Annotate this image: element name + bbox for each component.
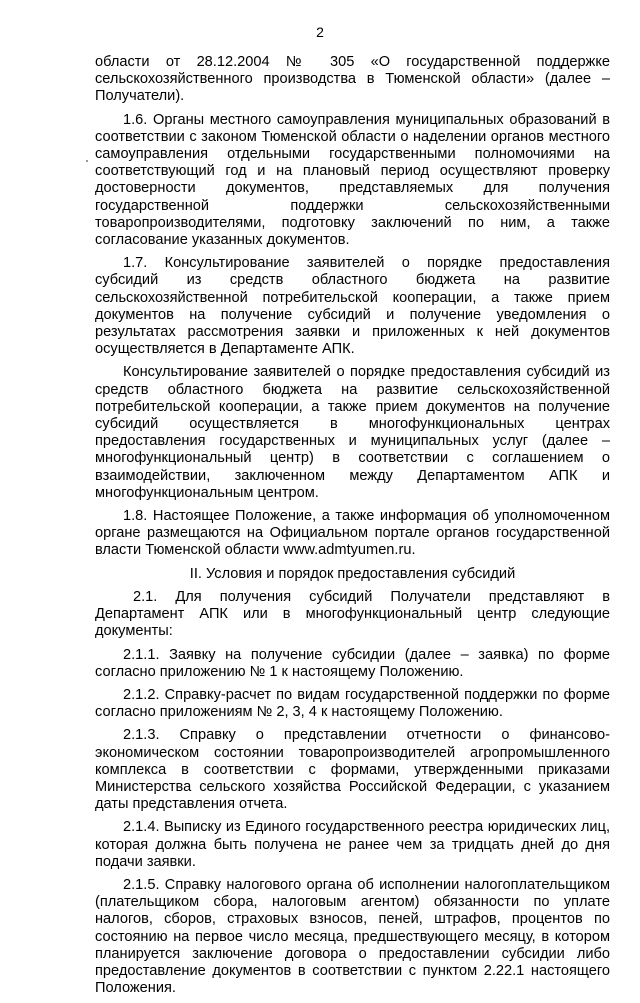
margin-mark [86,160,88,162]
paragraph-2-1-4: 2.1.4. Выписку из Единого государственного реестра юридических лиц, которая должна быть получена не ранее чем за тридцать дней до дня подачи заявки. [95,819,610,870]
page-number: 2 [316,24,324,40]
section-heading-2: II. Условия и порядок предоставления субсидий [189,565,516,582]
paragraph-2-1-5: 2.1.5. Справку налогового органа об исполнении налогоплательщиком (плательщиком сбора, налоговым агентом) обязанности по уплате налогов, сборов, страховых взносов, пеней, штрафов, процентов по состоянию на первое число месяца, предшествующего месяцу, в котором планируется заключение договора о предоставлении субсидии либо предоставление документов в соответствии с пунктом 2.22.1 настоящего Положения. [95,876,610,997]
paragraph-1-8: 1.8. Настоящее Положение, а также информация об уполномоченном органе размещаются на Официальном портале органов государственной власти Тюменской области www.admtyumen.ru. [95,508,610,559]
paragraph-2-1: 2.1. Для получения субсидий Получатели представляют в Департамент АПК или в многофункциональный центр следующие документы: [95,588,610,640]
paragraph-1-6: 1.6. Органы местного самоуправления муниципальных образований в соответствии с законом Тюменской области о наделении органов местного самоуправления отдельными государственными полномочиями на соответствующий год и на плановый период осуществляют проверку достоверности документов, представляемых для получения государственной поддержки сельскохозяйственными товаропроизводителями, подготовку заключений по ним, а также согласование указанных документов. [95,111,610,249]
paragraph-1-7: 1.7. Консультирование заявителей о порядке предоставления субсидий из средств областного бюджета на развитие сельскохозяйственной потребительской кооперации, а также прием документов на получение субсидий и получение уведомления о результатах рассмотрения заявки и приложенных к ней документов осуществляется в Департаменте АПК. [95,255,610,358]
paragraph-2-1-1: 2.1.1. Заявку на получение субсидии (далее – заявка) по форме согласно приложению № 1 к настоящему Положению. [95,646,610,680]
paragraph-1-7-consultation-mfc: Консультирование заявителей о порядке предоставления субсидий из средств областного бюджета на развитие сельскохозяйственной потребительской кооперации, а также прием документов на получение субсидий осуществляется в многофункциональных центрах предоставления государственных и муниципальных услуг (далее – многофункциональный центр) в соответствии с соглашением о взаимодействии, заключенном между Департаментом АПК и многофункциональным центром. [95,364,610,501]
paragraph-2-1-2: 2.1.2. Справку-расчет по видам государственной поддержки по форме согласно приложениям № 2, 3, 4 к настоящему Положению. [95,686,610,721]
paragraph-continuation: области от 28.12.2004 № 305 «О государственной поддержке сельскохозяйственного производства в Тюменской области» (далее – Получатели). [95,54,610,105]
document-body [95,54,610,1003]
paragraph-2-1-3: 2.1.3. Справку о представлении отчетности о финансово-экономическом состоянии товаропроизводителей агропромышленного комплекса в соответствии с формами, утвержденными приказами Министерства сельского хозяйства Российской Федерации, с указанием даты представления отчета. [95,727,610,813]
